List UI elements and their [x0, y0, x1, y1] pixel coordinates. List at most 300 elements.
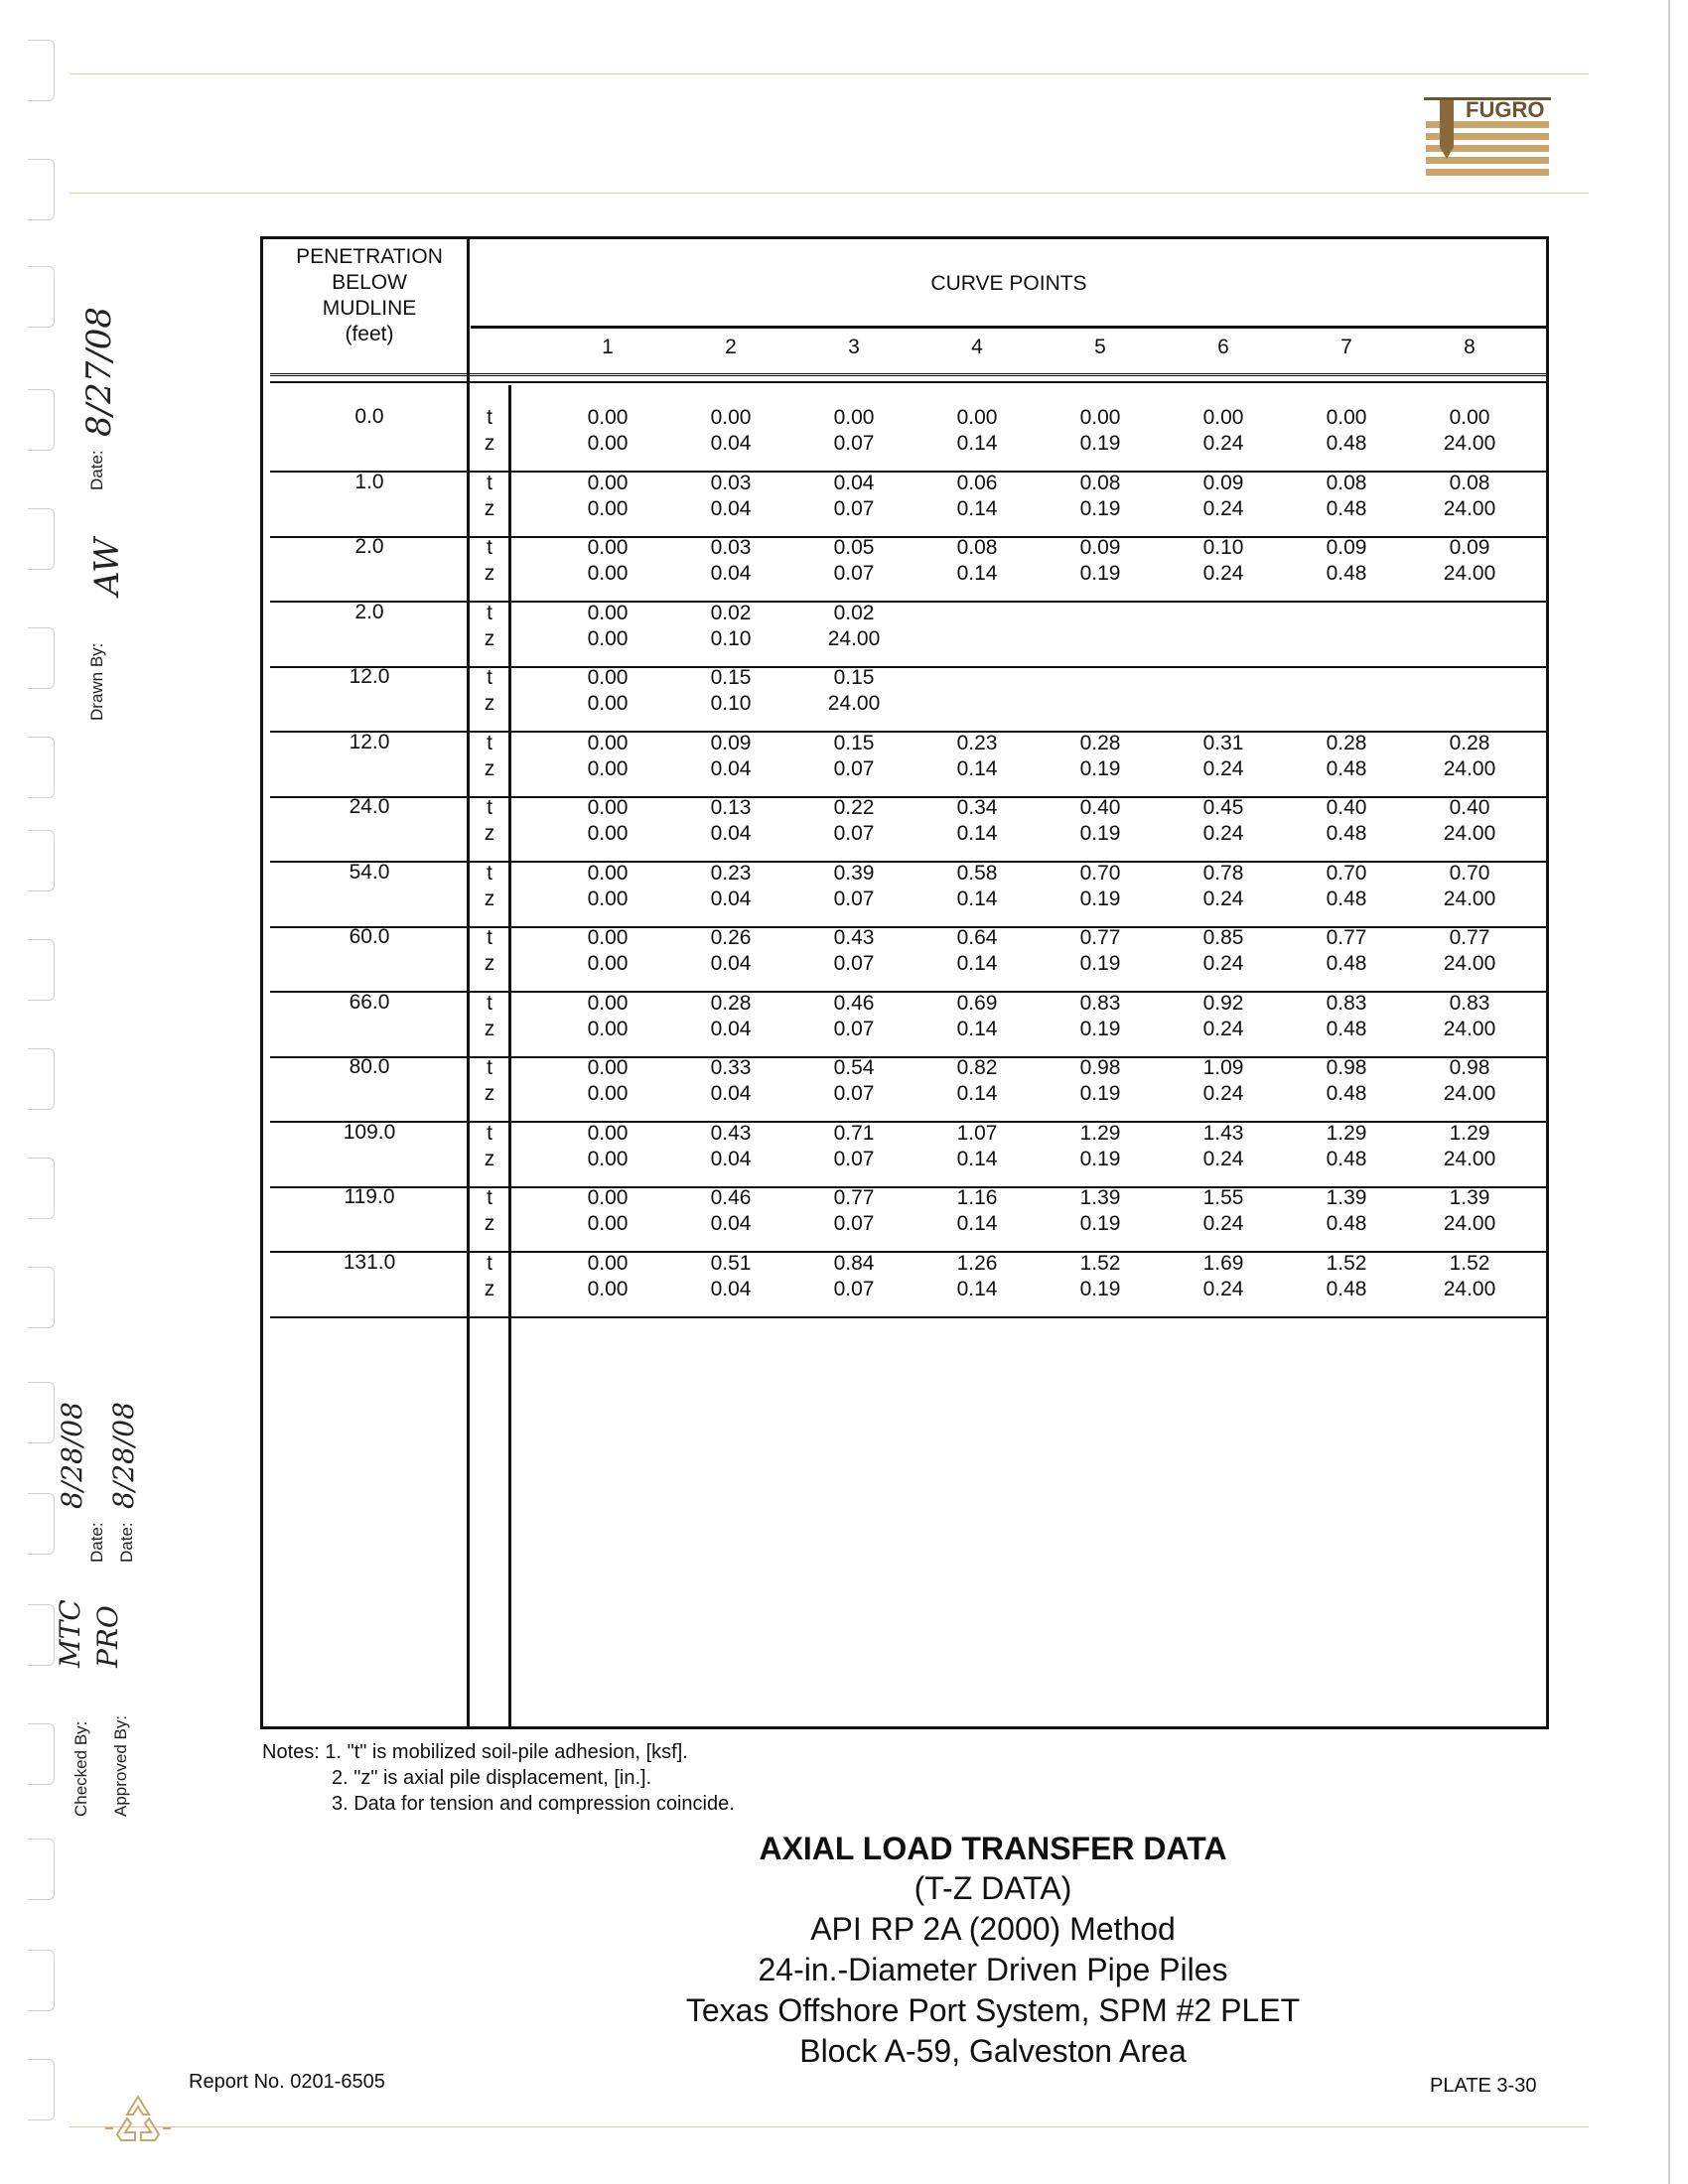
z-value: 24.00 — [1443, 757, 1496, 780]
curve-point-cell — [1051, 1121, 1150, 1172]
z-value: 0.48 — [1326, 1082, 1367, 1105]
t-value: 0.43 — [710, 1122, 752, 1145]
curve-point-cell — [558, 1251, 657, 1302]
z-value: 0.14 — [956, 497, 998, 520]
date-label: Date: — [87, 1522, 106, 1563]
z-value: 0.24 — [1202, 562, 1244, 585]
t-value: 0.92 — [1202, 992, 1244, 1015]
z-label: z — [484, 952, 495, 975]
t-value: 0.98 — [1326, 1056, 1367, 1079]
t-value: 0.98 — [1449, 1056, 1490, 1079]
binder-hole — [28, 1950, 55, 2011]
penetration-value: 60.0 — [349, 925, 390, 948]
curve-point-cell — [1420, 1121, 1519, 1172]
z-value: 0.14 — [956, 757, 998, 780]
curve-point-cell — [1420, 405, 1519, 457]
z-value: 0.48 — [1326, 887, 1367, 910]
t-value: 1.39 — [1449, 1186, 1490, 1209]
z-value: 24.00 — [1443, 822, 1496, 845]
report-number: Report No. 0201-6505 — [189, 2071, 385, 2093]
curve-point-number: 7 — [1340, 336, 1352, 358]
curve-point-cell — [1420, 731, 1519, 782]
z-value: 0.14 — [956, 952, 998, 975]
row-divider — [270, 1316, 1547, 1318]
t-label: t — [487, 1122, 492, 1145]
z-value: 0.14 — [956, 822, 998, 845]
curve-point-cell — [1174, 1055, 1273, 1107]
curve-point-cell — [1051, 731, 1150, 782]
binder-hole — [28, 1604, 55, 1666]
z-value: 0.07 — [833, 562, 875, 585]
t-value: 0.13 — [710, 796, 752, 819]
t-value: 0.00 — [587, 406, 629, 429]
checked-initials-signature: MTC — [54, 1599, 86, 1668]
t-value: 0.77 — [1449, 926, 1490, 949]
curve-point-cell — [1051, 991, 1150, 1042]
t-label: t — [487, 1252, 492, 1275]
tz-labels — [475, 1055, 504, 1107]
curve-point-cell — [1420, 1055, 1519, 1107]
t-value: 0.46 — [833, 992, 875, 1015]
curve-point-cell — [804, 405, 904, 457]
t-value: 0.09 — [1326, 536, 1367, 559]
z-value: 0.48 — [1326, 952, 1367, 975]
z-value: 0.24 — [1202, 1148, 1244, 1170]
t-value: 0.22 — [833, 796, 875, 819]
curve-point-number: 1 — [602, 336, 614, 358]
binder-hole — [28, 159, 55, 220]
curve-point-cell — [681, 665, 780, 717]
t-value: 0.08 — [1326, 472, 1367, 494]
t-value: 0.00 — [587, 1252, 629, 1275]
t-value: 0.31 — [1202, 732, 1244, 754]
z-value: 24.00 — [1443, 1212, 1496, 1235]
z-label: z — [484, 627, 495, 650]
binder-hole — [28, 1723, 55, 1785]
curve-point-cell — [1297, 861, 1396, 912]
t-value: 0.26 — [710, 926, 752, 949]
binder-hole — [28, 40, 55, 101]
curve-point-number: 2 — [725, 336, 737, 358]
t-value: 0.02 — [833, 602, 875, 624]
curve-point-cell — [927, 991, 1027, 1042]
t-label: t — [487, 1186, 492, 1209]
t-value: 0.00 — [587, 732, 629, 754]
z-value: 0.07 — [833, 822, 875, 845]
t-value: 0.15 — [833, 666, 875, 689]
t-value: 0.08 — [1449, 472, 1490, 494]
footer-rule — [70, 2126, 1589, 2127]
tz-labels — [475, 535, 504, 587]
t-value: 0.77 — [1326, 926, 1367, 949]
z-value: 0.07 — [833, 887, 875, 910]
z-value: 0.00 — [587, 1212, 629, 1235]
z-value: 0.04 — [710, 1148, 752, 1170]
curve-point-cell — [558, 535, 657, 587]
z-value: 0.19 — [1079, 1082, 1121, 1105]
t-label: t — [487, 926, 492, 949]
z-value: 0.07 — [833, 1018, 875, 1040]
curve-point-cell — [804, 795, 904, 847]
penetration-header-line: MUDLINE — [322, 297, 417, 320]
binder-hole — [28, 1048, 55, 1110]
z-value: 0.07 — [833, 952, 875, 975]
penetration-value: 66.0 — [349, 991, 390, 1014]
t-value: 0.08 — [1079, 472, 1121, 494]
t-value: 0.05 — [833, 536, 875, 559]
penetration-value: 54.0 — [349, 861, 390, 884]
z-value: 0.07 — [833, 757, 875, 780]
z-value: 24.00 — [1443, 887, 1496, 910]
curve-point-cell — [681, 1185, 780, 1237]
t-value: 0.00 — [956, 406, 998, 429]
curve-point-cell — [1420, 925, 1519, 977]
binder-hole — [28, 266, 55, 328]
z-value: 0.19 — [1079, 1018, 1121, 1040]
penetration-header-line: BELOW — [332, 271, 407, 294]
z-label: z — [484, 1082, 495, 1105]
curve-point-cell — [1174, 991, 1273, 1042]
binder-hole — [28, 508, 55, 570]
t-value: 0.77 — [1079, 926, 1121, 949]
curve-point-cell — [681, 405, 780, 457]
curve-point-cell — [927, 471, 1027, 522]
z-value: 0.04 — [710, 1018, 752, 1040]
z-value: 0.00 — [587, 1082, 629, 1105]
t-value: 0.00 — [587, 992, 629, 1015]
tz-labels — [475, 405, 504, 457]
top-rule — [70, 73, 1589, 74]
date-label: Date: — [87, 450, 106, 490]
z-value: 0.14 — [956, 887, 998, 910]
t-value: 0.00 — [1079, 406, 1121, 429]
z-value: 24.00 — [1443, 952, 1496, 975]
date-label: Date: — [117, 1522, 136, 1563]
z-value: 0.00 — [587, 627, 629, 650]
t-value: 0.00 — [587, 602, 629, 624]
t-value: 0.03 — [710, 536, 752, 559]
z-label: z — [484, 432, 495, 455]
checked-by-label: Checked By: — [71, 1720, 90, 1817]
t-label: t — [487, 1056, 492, 1079]
z-value: 0.00 — [587, 887, 629, 910]
title-block — [496, 1829, 1489, 2072]
z-label: z — [484, 757, 495, 780]
z-value: 24.00 — [1443, 562, 1496, 585]
curve-point-cell — [1420, 535, 1519, 587]
t-value: 0.40 — [1079, 796, 1121, 819]
t-value: 0.98 — [1079, 1056, 1121, 1079]
t-label: t — [487, 732, 492, 754]
plate-subtitle: 24-in.-Diameter Driven Pipe Piles — [758, 1952, 1228, 1987]
curve-point-cell — [927, 925, 1027, 977]
tz-labels — [475, 731, 504, 782]
tz-labels — [475, 601, 504, 652]
t-value: 0.71 — [833, 1122, 875, 1145]
z-value: 0.14 — [956, 562, 998, 585]
z-value: 0.00 — [587, 1148, 629, 1170]
curve-point-cell — [1051, 1185, 1150, 1237]
curve-point-cell — [681, 925, 780, 977]
z-value: 24.00 — [1443, 1082, 1496, 1105]
z-value: 0.24 — [1202, 1018, 1244, 1040]
curve-point-cell — [681, 601, 780, 652]
penetration-header — [270, 244, 469, 347]
curve-point-cell — [1174, 471, 1273, 522]
t-value: 0.58 — [956, 862, 998, 885]
curve-point-cell — [804, 731, 904, 782]
z-value: 0.04 — [710, 822, 752, 845]
t-value: 0.09 — [1202, 472, 1244, 494]
z-value: 0.04 — [710, 497, 752, 520]
t-label: t — [487, 992, 492, 1015]
curve-point-cell — [804, 1185, 904, 1237]
z-value: 0.24 — [1202, 822, 1244, 845]
plate-subtitle: Texas Offshore Port System, SPM #2 PLET — [685, 1992, 1301, 2028]
z-value: 0.48 — [1326, 1018, 1367, 1040]
z-value: 24.00 — [1443, 1148, 1496, 1170]
drawn-date-signature: 8/27/08 — [79, 306, 119, 437]
curve-point-cell — [558, 471, 657, 522]
curve-point-cell — [681, 795, 780, 847]
penetration-header-line: (feet) — [345, 323, 394, 345]
curve-point-cell — [1174, 535, 1273, 587]
z-value: 0.00 — [587, 562, 629, 585]
curve-point-cell — [1420, 795, 1519, 847]
z-label: z — [484, 1278, 495, 1300]
penetration-column-divider — [467, 236, 470, 1729]
z-value: 0.19 — [1079, 1278, 1121, 1300]
curve-point-cell — [681, 991, 780, 1042]
t-value: 0.15 — [833, 732, 875, 754]
t-value: 0.70 — [1079, 862, 1121, 885]
z-value: 0.07 — [833, 432, 875, 455]
z-value: 0.00 — [587, 1018, 629, 1040]
curve-point-cell — [1420, 1251, 1519, 1302]
z-value: 0.04 — [710, 757, 752, 780]
z-value: 0.19 — [1079, 432, 1121, 455]
penetration-value: 119.0 — [344, 1185, 395, 1208]
t-value: 0.28 — [710, 992, 752, 1015]
z-value: 0.14 — [956, 1082, 998, 1105]
z-value: 0.04 — [710, 562, 752, 585]
t-value: 1.29 — [1449, 1122, 1490, 1145]
t-value: 0.00 — [587, 666, 629, 689]
t-value: 0.09 — [710, 732, 752, 754]
curve-point-cell — [1297, 1251, 1396, 1302]
z-value: 0.24 — [1202, 1278, 1244, 1300]
z-value: 0.04 — [710, 887, 752, 910]
z-value: 0.24 — [1202, 887, 1244, 910]
t-value: 0.45 — [1202, 796, 1244, 819]
z-value: 0.00 — [587, 432, 629, 455]
z-value: 0.14 — [956, 1278, 998, 1300]
z-value: 0.00 — [587, 497, 629, 520]
header-rule — [70, 193, 1589, 194]
z-value: 0.48 — [1326, 562, 1367, 585]
penetration-value: 109.0 — [343, 1121, 396, 1144]
t-value: 1.29 — [1079, 1122, 1121, 1145]
curve-point-cell — [804, 535, 904, 587]
curve-point-cell — [1174, 925, 1273, 977]
curve-point-cell — [1297, 471, 1396, 522]
t-value: 0.64 — [956, 926, 998, 949]
t-value: 1.39 — [1326, 1186, 1367, 1209]
curve-point-cell — [681, 1251, 780, 1302]
z-value: 0.14 — [956, 1148, 998, 1170]
curve-point-number: 8 — [1464, 336, 1476, 358]
binder-hole — [28, 737, 55, 798]
curve-point-number: 6 — [1217, 336, 1229, 358]
t-label: t — [487, 602, 492, 624]
tz-labels — [475, 861, 504, 912]
t-value: 0.39 — [833, 862, 875, 885]
tz-labels — [475, 665, 504, 717]
z-value: 0.48 — [1326, 1148, 1367, 1170]
t-label: t — [487, 406, 492, 429]
plate-subtitle: API RP 2A (2000) Method — [810, 1911, 1176, 1947]
z-label: z — [484, 562, 495, 585]
t-value: 0.23 — [956, 732, 998, 754]
curve-point-cell — [804, 471, 904, 522]
curve-point-number: 3 — [848, 336, 860, 358]
curve-point-cell — [1051, 405, 1150, 457]
t-value: 0.34 — [956, 796, 998, 819]
curve-point-cell — [1420, 471, 1519, 522]
t-value: 0.70 — [1326, 862, 1367, 885]
t-value: 0.83 — [1079, 992, 1121, 1015]
note-line: 3. Data for tension and compression coincide. — [332, 1793, 735, 1815]
curve-point-cell — [804, 1121, 904, 1172]
curve-point-cell — [1297, 535, 1396, 587]
t-value: 1.69 — [1202, 1252, 1244, 1275]
z-value: 0.10 — [710, 627, 752, 650]
curve-point-cell — [558, 1055, 657, 1107]
curve-point-cell — [927, 731, 1027, 782]
curve-point-cell — [1174, 1185, 1273, 1237]
curve-point-cell — [927, 1121, 1027, 1172]
curve-point-cell — [1297, 1121, 1396, 1172]
z-value: 0.19 — [1079, 562, 1121, 585]
curve-point-cell — [558, 1185, 657, 1237]
curve-point-cell — [558, 991, 657, 1042]
binder-hole — [28, 1493, 55, 1555]
curve-point-cell — [1051, 1251, 1150, 1302]
z-label: z — [484, 1212, 495, 1235]
curve-point-cell — [558, 405, 657, 457]
curve-point-cell — [1174, 1121, 1273, 1172]
z-value: 0.24 — [1202, 1212, 1244, 1235]
t-value: 0.00 — [587, 536, 629, 559]
t-value: 1.16 — [956, 1186, 998, 1209]
curve-point-cell — [927, 1251, 1027, 1302]
plate-subtitle: Block A-59, Galveston Area — [799, 2033, 1187, 2069]
curve-point-cell — [558, 795, 657, 847]
t-value: 0.77 — [833, 1186, 875, 1209]
curve-point-cell — [558, 601, 657, 652]
page-edge — [1668, 0, 1670, 2184]
tz-labels — [475, 1251, 504, 1302]
curve-point-cell — [1420, 861, 1519, 912]
binder-hole — [28, 1839, 55, 1900]
z-value: 0.19 — [1079, 952, 1121, 975]
binder-hole — [28, 1267, 55, 1328]
t-value: 0.00 — [587, 862, 629, 885]
binder-hole — [28, 1382, 55, 1443]
t-value: 0.78 — [1202, 862, 1244, 885]
curve-point-cell — [927, 1185, 1027, 1237]
penetration-value: 80.0 — [349, 1055, 390, 1078]
t-value: 0.54 — [833, 1056, 875, 1079]
curve-point-cell — [1297, 1185, 1396, 1237]
z-value: 0.00 — [587, 757, 629, 780]
z-label: z — [484, 692, 495, 715]
t-value: 0.83 — [1326, 992, 1367, 1015]
z-value: 0.48 — [1326, 1278, 1367, 1300]
z-label: z — [484, 497, 495, 520]
curve-point-cell — [1174, 731, 1273, 782]
curve-point-cell — [1051, 535, 1150, 587]
z-value: 0.00 — [587, 952, 629, 975]
z-value: 0.04 — [710, 1278, 752, 1300]
t-value: 0.40 — [1449, 796, 1490, 819]
curve-point-cell — [927, 1055, 1027, 1107]
z-value: 24.00 — [827, 627, 881, 650]
curve-point-cell — [1051, 795, 1150, 847]
z-value: 0.19 — [1079, 497, 1121, 520]
t-value: 0.06 — [956, 472, 998, 494]
z-value: 0.24 — [1202, 952, 1244, 975]
t-value: 0.00 — [1202, 406, 1244, 429]
binder-hole — [28, 389, 55, 451]
penetration-value: 0.0 — [354, 405, 384, 428]
t-value: 0.00 — [710, 406, 752, 429]
curve-point-cell — [1420, 991, 1519, 1042]
curve-point-cell — [804, 1055, 904, 1107]
curve-point-cell — [1174, 1251, 1273, 1302]
plate-subtitle: (T-Z DATA) — [914, 1870, 1072, 1906]
curve-point-cell — [1297, 925, 1396, 977]
curve-points-header: CURVE POINTS — [930, 272, 1087, 295]
t-value: 1.39 — [1079, 1186, 1121, 1209]
t-value: 0.00 — [1326, 406, 1367, 429]
z-value: 0.04 — [710, 952, 752, 975]
t-value: 0.03 — [710, 472, 752, 494]
z-value: 0.04 — [710, 1082, 752, 1105]
tz-labels — [475, 1185, 504, 1237]
curve-point-cell — [1051, 1055, 1150, 1107]
header-double-divider — [270, 373, 1547, 383]
z-value: 0.48 — [1326, 1212, 1367, 1235]
binder-hole — [28, 1158, 55, 1219]
t-value: 0.00 — [587, 1186, 629, 1209]
z-value: 0.14 — [956, 1212, 998, 1235]
t-value: 1.52 — [1449, 1252, 1490, 1275]
t-value: 1.43 — [1202, 1122, 1244, 1145]
z-value: 0.04 — [710, 432, 752, 455]
penetration-value: 24.0 — [349, 795, 390, 818]
t-value: 0.51 — [710, 1252, 752, 1275]
curve-point-cell — [927, 535, 1027, 587]
z-value: 0.19 — [1079, 1148, 1121, 1170]
t-value: 0.84 — [833, 1252, 875, 1275]
drawn-by-label: Drawn By: — [87, 642, 106, 721]
binder-hole — [28, 2059, 55, 2120]
curve-point-number: 4 — [971, 336, 983, 358]
z-value: 0.24 — [1202, 757, 1244, 780]
curve-point-cell — [681, 471, 780, 522]
z-value: 24.00 — [1443, 432, 1496, 455]
